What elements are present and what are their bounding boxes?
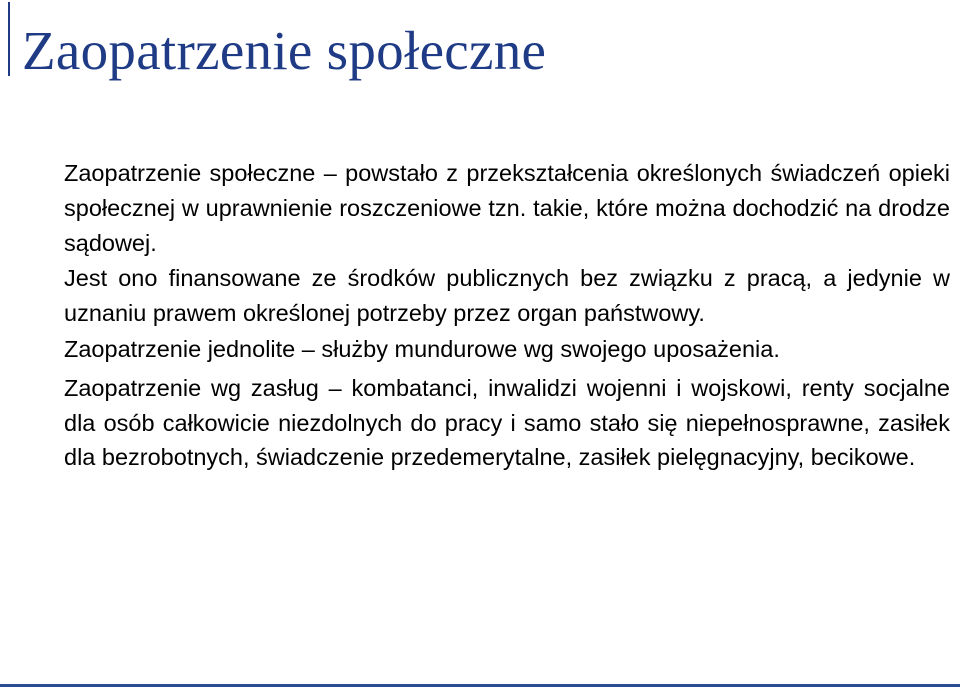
slide-body (64, 156, 950, 475)
paragraph-definition: Zaopatrzenie społeczne – powstało z przekształcenia określonych świadczeń opieki społecznej w uprawnienie roszczeniowe tzn. takie, które można dochodzić na drodze sądowej. (64, 160, 950, 256)
paragraph-financing: Jest ono finansowane ze środków publicznych bez związku z pracą, a jedynie w uznaniu prawem określonej potrzeby przez organ państwowy. (64, 265, 950, 327)
paragraph-merit-provision: Zaopatrzenie wg zasług – kombatanci, inwalidzi wojenni i wojskowi, renty socjalne dla osób całkowicie niezdolnych do pracy i samo stało się niepełnosprawne, zasiłek dla bezrobotnych, świadczenie przedemerytalne, zasiłek pielęgnacyjny, becikowe. (64, 374, 950, 471)
page-title: Zaopatrzenie społeczne (22, 20, 547, 81)
bottom-divider (0, 684, 960, 687)
title-accent-line (8, 2, 10, 76)
paragraph-uniform-provision: Zaopatrzenie jednolite – służby mundurowe wg swojego uposażenia. (64, 335, 780, 362)
